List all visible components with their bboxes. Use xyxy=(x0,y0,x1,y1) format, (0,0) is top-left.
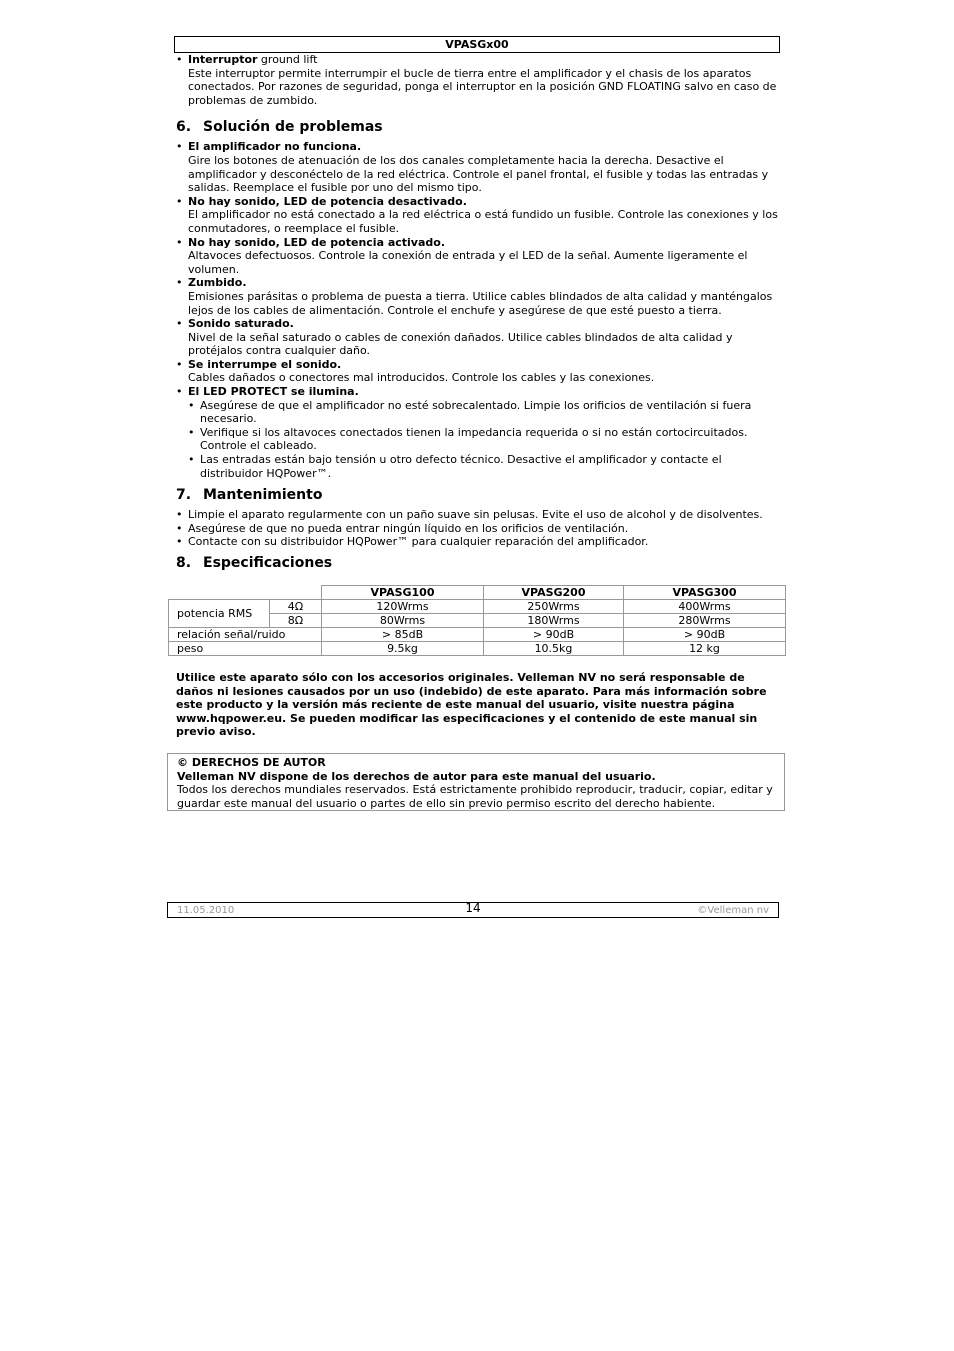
disclaimer-notice: Utilice este aparato sólo con los accesorios originales. Velleman NV no será responsable de daños ni lesiones causados por un uso (indebido) de este aparato. Para más información sobre este producto y la versión más reciente de este manual del usuario, visite nuestra página www.hqpower.eu. Se pueden modificar las especificaciones y el contenido de este manual sin previo aviso. xyxy=(176,671,767,739)
table-cell: 12 kg xyxy=(624,642,786,656)
table-cell: 120Wrms xyxy=(322,600,484,614)
section-heading-7: 7. Mantenimiento xyxy=(176,487,323,504)
page-header: VPASGx00 xyxy=(174,36,780,53)
copyright-owner: Velleman NV dispone de los derechos de autor para este manual del usuario. xyxy=(177,769,656,783)
list-item: • Se interrumpe el sonido. Cables dañados o conectores mal introducidos. Controle los cables y las conexiones. xyxy=(176,358,780,385)
item-title: Interruptor xyxy=(188,53,258,66)
item-title-rest: ground lift xyxy=(257,53,318,66)
column-header: VPASG200 xyxy=(484,586,624,600)
table-row xyxy=(169,642,786,656)
sub-list-item: • Asegúrese de que el amplificador no esté sobrecalentado. Limpie los orificios de ventilación si fuera necesario. xyxy=(176,399,780,426)
list-item: • El LED PROTECT se ilumina. xyxy=(176,385,780,399)
page-number: 14 xyxy=(465,901,481,915)
ohm-cell: 4Ω xyxy=(270,600,322,614)
list-item: • Limpie el aparato regularmente con un paño suave sin pelusas. Evite el uso de alcohol y de disolventes. xyxy=(176,508,780,522)
list-item: • Zumbido. Emisiones parásitas o problema de puesta a tierra. Utilice cables blindados de alta calidad y manténgalos lejos de los cables de alimentación. Controle el enchufe y asegúrese de que esté puesto a tierra. xyxy=(176,276,780,317)
table-cell: 180Wrms xyxy=(484,614,624,628)
item-text: Este interruptor permite interrumpir el bucle de tierra entre el amplificador y el chasis de los aparatos conectados. Por razones de seguridad, ponga el interruptor en la posición GND FLOATING salvo en caso de problemas de zumbido. xyxy=(188,66,777,107)
list-item: • Sonido saturado. Nivel de la señal saturado o cables de conexión dañados. Utilice cables blindados de alta calidad y protéjalos contra cualquier daño. xyxy=(176,317,780,358)
table-cell: > 90dB xyxy=(624,628,786,642)
table-cell: 250Wrms xyxy=(484,600,624,614)
ohm-cell: 8Ω xyxy=(270,614,322,628)
footer-date: 11.05.2010 xyxy=(177,905,235,916)
list-item: • No hay sonido, LED de potencia desactivado. El amplificador no está conectado a la red eléctrica o está fundido un fusible. Controle las conexiones y los conmutadores, o reemplace el fusible. xyxy=(176,195,780,236)
list-item: • El amplificador no funciona. Gire los botones de atenuación de los dos canales completamente hacia la derecha. Desactive el amplificador y desconéctelo de la red eléctrica. Controle el panel frontal, el fusible y todas las entradas y salidas. Reemplace el fusible por uno del mismo tipo. xyxy=(176,140,780,194)
spec-table xyxy=(168,585,786,656)
table-cell: 280Wrms xyxy=(624,614,786,628)
table-row xyxy=(169,600,786,614)
column-header: VPASG100 xyxy=(322,586,484,600)
list-item xyxy=(176,53,780,107)
row-label: peso xyxy=(169,642,322,656)
list-item: • Contacte con su distribuidor HQPower™ para cualquier reparación del amplificador. xyxy=(176,535,780,549)
footer-copyright: ©Velleman nv xyxy=(697,905,769,916)
list-item: • Asegúrese de que no pueda entrar ningún líquido en los orificios de ventilación. xyxy=(176,522,780,536)
list-item: • No hay sonido, LED de potencia activado. Altavoces defectuosos. Controle la conexión de entrada y el LED de la señal. Aumente ligeramente el volumen. xyxy=(176,236,780,277)
sub-list-item: • Las entradas están bajo tensión u otro defecto técnico. Desactive el amplificador y contacte el distribuidor HQPower™. xyxy=(176,453,780,480)
section-heading-8: 8. Especificaciones xyxy=(176,555,333,571)
copyright-title: © DERECHOS DE AUTOR xyxy=(177,756,326,769)
copyright-box xyxy=(167,753,785,811)
row-label: relación señal/ruido xyxy=(169,628,322,642)
table-cell: > 90dB xyxy=(484,628,624,642)
main-content xyxy=(176,53,780,572)
row-label: potencia RMS xyxy=(169,600,270,628)
table-row xyxy=(169,628,786,642)
table-cell: 80Wrms xyxy=(322,614,484,628)
table-cell: 9.5kg xyxy=(322,642,484,656)
copyright-text: Todos los derechos mundiales reservados. Está estrictamente prohibido reproducir, traducir, copiar, editar y guardar este manual del usuario o partes de ello sin previo permiso escrito del derecho habiente. xyxy=(177,783,773,810)
section-heading-6: 6. Solución de problemas xyxy=(176,119,383,136)
sub-list-item: • Verifique si los altavoces conectados tienen la impedancia requerida o si no están cortocircuitados. Controle el cableado. xyxy=(176,426,780,453)
table-cell: > 85dB xyxy=(322,628,484,642)
page-footer xyxy=(167,902,779,918)
table-cell: 400Wrms xyxy=(624,600,786,614)
table-row xyxy=(169,586,786,600)
table-cell: 10.5kg xyxy=(484,642,624,656)
column-header: VPASG300 xyxy=(624,586,786,600)
